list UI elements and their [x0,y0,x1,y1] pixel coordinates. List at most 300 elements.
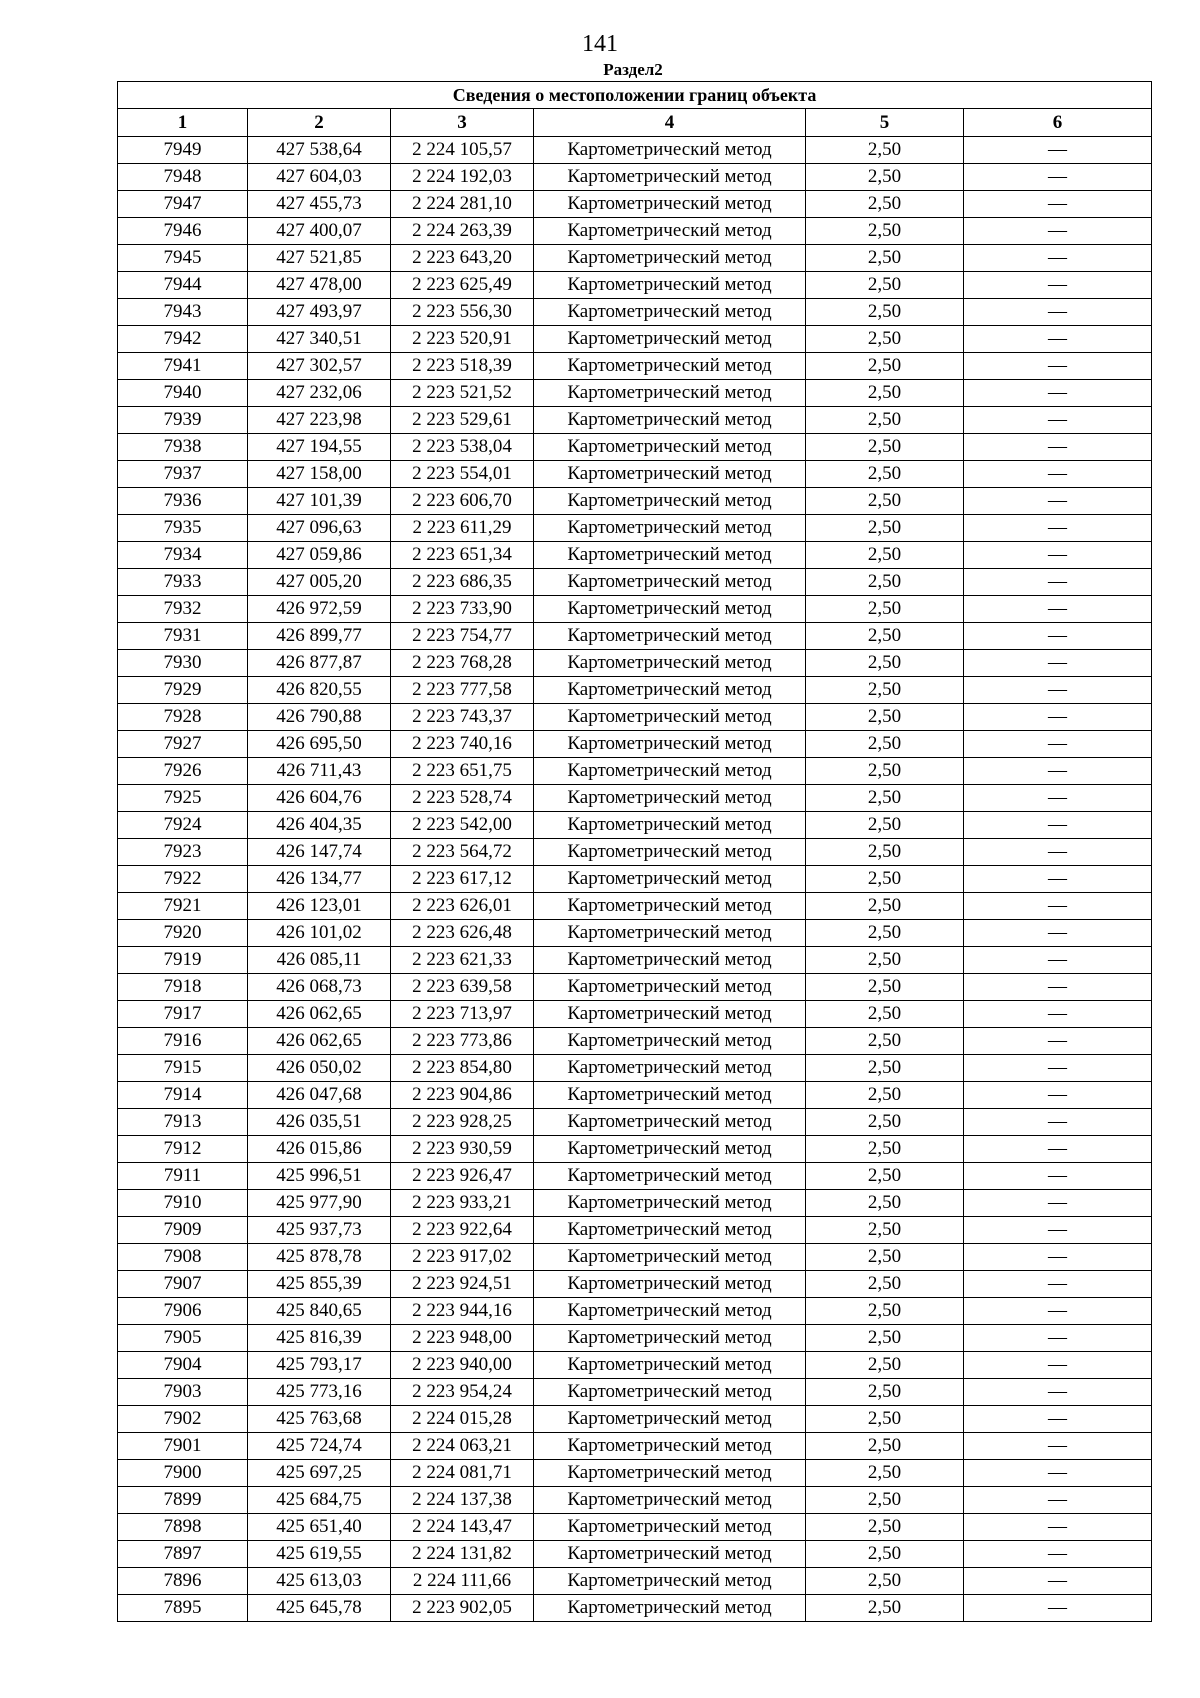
cell-method: Картометрический метод [534,1352,806,1379]
cell-method: Картометрический метод [534,1028,806,1055]
cell-method: Картометрический метод [534,164,806,191]
cell-method: Картометрический метод [534,1568,806,1595]
cell-x-coordinate: 425 613,03 [248,1568,391,1595]
cell-method: Картометрический метод [534,677,806,704]
cell-description: — [964,1406,1152,1433]
table-row [118,785,1152,812]
cell-point-number: 7917 [118,1001,248,1028]
cell-x-coordinate: 427 005,20 [248,569,391,596]
cell-point-number: 7943 [118,299,248,326]
table-row [118,164,1152,191]
cell-y-coordinate: 2 223 528,74 [391,785,534,812]
table-row [118,866,1152,893]
cell-x-coordinate: 425 619,55 [248,1541,391,1568]
cell-method: Картометрический метод [534,326,806,353]
table-row [118,1109,1152,1136]
cell-accuracy: 2,50 [806,1298,964,1325]
cell-accuracy: 2,50 [806,515,964,542]
cell-accuracy: 2,50 [806,974,964,1001]
cell-y-coordinate: 2 223 625,49 [391,272,534,299]
table-row [118,137,1152,164]
cell-point-number: 7903 [118,1379,248,1406]
cell-y-coordinate: 2 224 263,39 [391,218,534,245]
cell-point-number: 7923 [118,839,248,866]
cell-point-number: 7926 [118,758,248,785]
cell-x-coordinate: 426 147,74 [248,839,391,866]
cell-method: Картометрический метод [534,1055,806,1082]
cell-point-number: 7932 [118,596,248,623]
cell-method: Картометрический метод [534,515,806,542]
table-header-row [118,109,1152,137]
table-row [118,380,1152,407]
cell-description: — [964,1244,1152,1271]
table-row [118,974,1152,1001]
cell-description: — [964,461,1152,488]
cell-y-coordinate: 2 223 928,25 [391,1109,534,1136]
cell-point-number: 7915 [118,1055,248,1082]
cell-method: Картометрический метод [534,1190,806,1217]
column-header-6: 6 [964,109,1152,137]
cell-point-number: 7912 [118,1136,248,1163]
cell-y-coordinate: 2 223 926,47 [391,1163,534,1190]
cell-y-coordinate: 2 223 854,80 [391,1055,534,1082]
cell-y-coordinate: 2 223 639,58 [391,974,534,1001]
cell-x-coordinate: 427 158,00 [248,461,391,488]
cell-method: Картометрический метод [534,785,806,812]
cell-description: — [964,1460,1152,1487]
cell-description: — [964,866,1152,893]
cell-y-coordinate: 2 223 643,20 [391,245,534,272]
cell-accuracy: 2,50 [806,434,964,461]
cell-y-coordinate: 2 224 131,82 [391,1541,534,1568]
table-row [118,1136,1152,1163]
cell-method: Картометрический метод [534,731,806,758]
cell-y-coordinate: 2 223 617,12 [391,866,534,893]
cell-description: — [964,218,1152,245]
cell-point-number: 7898 [118,1514,248,1541]
cell-accuracy: 2,50 [806,650,964,677]
cell-x-coordinate: 426 790,88 [248,704,391,731]
cell-x-coordinate: 426 604,76 [248,785,391,812]
cell-accuracy: 2,50 [806,1055,964,1082]
cell-y-coordinate: 2 223 626,48 [391,920,534,947]
cell-accuracy: 2,50 [806,758,964,785]
cell-point-number: 7947 [118,191,248,218]
table-row [118,1190,1152,1217]
cell-point-number: 7906 [118,1298,248,1325]
cell-x-coordinate: 426 711,43 [248,758,391,785]
coordinates-table [117,81,1152,1622]
cell-accuracy: 2,50 [806,1163,964,1190]
cell-description: — [964,407,1152,434]
cell-point-number: 7929 [118,677,248,704]
cell-accuracy: 2,50 [806,1028,964,1055]
cell-accuracy: 2,50 [806,272,964,299]
table-row [118,812,1152,839]
cell-y-coordinate: 2 223 922,64 [391,1217,534,1244]
cell-accuracy: 2,50 [806,1433,964,1460]
cell-point-number: 7905 [118,1325,248,1352]
cell-method: Картометрический метод [534,1541,806,1568]
cell-accuracy: 2,50 [806,1001,964,1028]
column-header-3: 3 [391,109,534,137]
cell-point-number: 7914 [118,1082,248,1109]
cell-point-number: 7924 [118,812,248,839]
table-row [118,1541,1152,1568]
cell-y-coordinate: 2 223 686,35 [391,569,534,596]
cell-x-coordinate: 427 194,55 [248,434,391,461]
cell-y-coordinate: 2 224 137,38 [391,1487,534,1514]
cell-accuracy: 2,50 [806,1487,964,1514]
cell-description: — [964,137,1152,164]
cell-x-coordinate: 427 493,97 [248,299,391,326]
cell-x-coordinate: 425 645,78 [248,1595,391,1622]
cell-x-coordinate: 426 877,87 [248,650,391,677]
cell-y-coordinate: 2 223 651,75 [391,758,534,785]
cell-y-coordinate: 2 223 773,86 [391,1028,534,1055]
cell-accuracy: 2,50 [806,812,964,839]
cell-description: — [964,164,1152,191]
cell-y-coordinate: 2 224 081,71 [391,1460,534,1487]
cell-x-coordinate: 427 521,85 [248,245,391,272]
cell-description: — [964,1487,1152,1514]
table-row [118,1325,1152,1352]
table-caption: Сведения о местоположении границ объекта [118,82,1152,109]
cell-y-coordinate: 2 223 529,61 [391,407,534,434]
cell-method: Картометрический метод [534,1433,806,1460]
cell-x-coordinate: 426 068,73 [248,974,391,1001]
cell-description: — [964,785,1152,812]
cell-accuracy: 2,50 [806,677,964,704]
cell-y-coordinate: 2 224 111,66 [391,1568,534,1595]
cell-point-number: 7938 [118,434,248,461]
cell-y-coordinate: 2 223 518,39 [391,353,534,380]
cell-x-coordinate: 425 996,51 [248,1163,391,1190]
cell-point-number: 7904 [118,1352,248,1379]
cell-accuracy: 2,50 [806,245,964,272]
cell-y-coordinate: 2 223 768,28 [391,650,534,677]
cell-point-number: 7922 [118,866,248,893]
cell-x-coordinate: 425 697,25 [248,1460,391,1487]
cell-accuracy: 2,50 [806,1406,964,1433]
cell-y-coordinate: 2 224 105,57 [391,137,534,164]
cell-method: Картометрический метод [534,542,806,569]
cell-accuracy: 2,50 [806,1568,964,1595]
cell-point-number: 7934 [118,542,248,569]
cell-x-coordinate: 426 695,50 [248,731,391,758]
cell-accuracy: 2,50 [806,353,964,380]
cell-method: Картометрический метод [534,1136,806,1163]
cell-accuracy: 2,50 [806,1325,964,1352]
cell-accuracy: 2,50 [806,704,964,731]
cell-accuracy: 2,50 [806,947,964,974]
cell-accuracy: 2,50 [806,218,964,245]
table-row [118,272,1152,299]
cell-y-coordinate: 2 223 940,00 [391,1352,534,1379]
cell-description: — [964,488,1152,515]
cell-method: Картометрический метод [534,704,806,731]
cell-method: Картометрический метод [534,596,806,623]
table-row [118,704,1152,731]
cell-y-coordinate: 2 223 944,16 [391,1298,534,1325]
cell-point-number: 7945 [118,245,248,272]
cell-x-coordinate: 427 059,86 [248,542,391,569]
table-row [118,677,1152,704]
cell-x-coordinate: 427 538,64 [248,137,391,164]
cell-x-coordinate: 427 232,06 [248,380,391,407]
table-row [118,1028,1152,1055]
cell-description: — [964,758,1152,785]
cell-y-coordinate: 2 223 520,91 [391,326,534,353]
table-caption-row [118,82,1152,109]
cell-accuracy: 2,50 [806,1460,964,1487]
cell-description: — [964,1568,1152,1595]
column-header-2: 2 [248,109,391,137]
cell-x-coordinate: 427 096,63 [248,515,391,542]
cell-point-number: 7944 [118,272,248,299]
cell-method: Картометрический метод [534,920,806,947]
table-row [118,245,1152,272]
cell-method: Картометрический метод [534,569,806,596]
column-header-4: 4 [534,109,806,137]
cell-x-coordinate: 426 101,02 [248,920,391,947]
cell-point-number: 7909 [118,1217,248,1244]
cell-method: Картометрический метод [534,272,806,299]
table-row [118,1055,1152,1082]
cell-method: Картометрический метод [534,1460,806,1487]
cell-x-coordinate: 425 937,73 [248,1217,391,1244]
cell-accuracy: 2,50 [806,623,964,650]
cell-method: Картометрический метод [534,1082,806,1109]
cell-x-coordinate: 426 123,01 [248,893,391,920]
cell-method: Картометрический метод [534,1298,806,1325]
cell-x-coordinate: 426 062,65 [248,1028,391,1055]
cell-method: Картометрический метод [534,1325,806,1352]
table-row [118,623,1152,650]
table-row [118,353,1152,380]
table-row [118,1460,1152,1487]
cell-description: — [964,1136,1152,1163]
cell-description: — [964,245,1152,272]
cell-point-number: 7936 [118,488,248,515]
cell-description: — [964,974,1152,1001]
cell-method: Картометрический метод [534,839,806,866]
cell-method: Картометрический метод [534,1001,806,1028]
cell-y-coordinate: 2 223 904,86 [391,1082,534,1109]
cell-y-coordinate: 2 223 556,30 [391,299,534,326]
table-row [118,1001,1152,1028]
cell-x-coordinate: 426 404,35 [248,812,391,839]
cell-accuracy: 2,50 [806,1244,964,1271]
cell-description: — [964,380,1152,407]
cell-x-coordinate: 426 047,68 [248,1082,391,1109]
cell-y-coordinate: 2 223 733,90 [391,596,534,623]
cell-point-number: 7902 [118,1406,248,1433]
cell-method: Картометрический метод [534,434,806,461]
cell-accuracy: 2,50 [806,893,964,920]
cell-x-coordinate: 425 977,90 [248,1190,391,1217]
cell-accuracy: 2,50 [806,1514,964,1541]
cell-x-coordinate: 425 793,17 [248,1352,391,1379]
cell-point-number: 7896 [118,1568,248,1595]
cell-point-number: 7910 [118,1190,248,1217]
cell-method: Картометрический метод [534,380,806,407]
cell-accuracy: 2,50 [806,1217,964,1244]
cell-y-coordinate: 2 223 954,24 [391,1379,534,1406]
table-row [118,893,1152,920]
cell-point-number: 7933 [118,569,248,596]
cell-point-number: 7935 [118,515,248,542]
table-row [118,218,1152,245]
cell-method: Картометрический метод [534,1514,806,1541]
cell-y-coordinate: 2 224 063,21 [391,1433,534,1460]
cell-description: — [964,650,1152,677]
cell-y-coordinate: 2 224 015,28 [391,1406,534,1433]
cell-y-coordinate: 2 224 143,47 [391,1514,534,1541]
table-row [118,299,1152,326]
cell-x-coordinate: 427 604,03 [248,164,391,191]
cell-description: — [964,1163,1152,1190]
table-row [118,569,1152,596]
cell-method: Картометрический метод [534,137,806,164]
cell-description: — [964,947,1152,974]
cell-method: Картометрический метод [534,758,806,785]
cell-x-coordinate: 426 050,02 [248,1055,391,1082]
cell-description: — [964,1028,1152,1055]
table-row [118,1163,1152,1190]
cell-method: Картометрический метод [534,461,806,488]
cell-point-number: 7941 [118,353,248,380]
cell-x-coordinate: 425 684,75 [248,1487,391,1514]
table-row [118,326,1152,353]
cell-x-coordinate: 427 101,39 [248,488,391,515]
cell-description: — [964,596,1152,623]
table-row [118,1352,1152,1379]
cell-description: — [964,542,1152,569]
table-row [118,1379,1152,1406]
cell-accuracy: 2,50 [806,1271,964,1298]
cell-point-number: 7921 [118,893,248,920]
cell-accuracy: 2,50 [806,785,964,812]
cell-method: Картометрический метод [534,1244,806,1271]
cell-y-coordinate: 2 224 281,10 [391,191,534,218]
cell-accuracy: 2,50 [806,542,964,569]
cell-description: — [964,1109,1152,1136]
cell-y-coordinate: 2 223 538,04 [391,434,534,461]
cell-accuracy: 2,50 [806,1379,964,1406]
cell-y-coordinate: 2 223 930,59 [391,1136,534,1163]
cell-y-coordinate: 2 223 606,70 [391,488,534,515]
cell-x-coordinate: 425 651,40 [248,1514,391,1541]
column-header-1: 1 [118,109,248,137]
table-row [118,1082,1152,1109]
cell-method: Картометрический метод [534,1379,806,1406]
cell-method: Картометрический метод [534,974,806,1001]
cell-method: Картометрический метод [534,245,806,272]
table-row [118,461,1152,488]
cell-y-coordinate: 2 223 713,97 [391,1001,534,1028]
table-row [118,1406,1152,1433]
cell-description: — [964,191,1152,218]
cell-method: Картометрический метод [534,353,806,380]
cell-y-coordinate: 2 223 754,77 [391,623,534,650]
cell-y-coordinate: 2 223 902,05 [391,1595,534,1622]
cell-description: — [964,704,1152,731]
cell-accuracy: 2,50 [806,920,964,947]
table-row [118,1595,1152,1622]
table-row [118,434,1152,461]
cell-method: Картометрический метод [534,1271,806,1298]
cell-x-coordinate: 426 062,65 [248,1001,391,1028]
cell-method: Картометрический метод [534,407,806,434]
cell-description: — [964,569,1152,596]
cell-point-number: 7942 [118,326,248,353]
cell-x-coordinate: 427 455,73 [248,191,391,218]
cell-description: — [964,1433,1152,1460]
cell-x-coordinate: 425 773,16 [248,1379,391,1406]
table-row [118,542,1152,569]
cell-point-number: 7948 [118,164,248,191]
section-label: Раздел2 [603,60,663,79]
cell-point-number: 7913 [118,1109,248,1136]
cell-y-coordinate: 2 223 611,29 [391,515,534,542]
cell-accuracy: 2,50 [806,191,964,218]
cell-point-number: 7900 [118,1460,248,1487]
cell-point-number: 7930 [118,650,248,677]
table-row [118,191,1152,218]
cell-x-coordinate: 426 035,51 [248,1109,391,1136]
cell-accuracy: 2,50 [806,1109,964,1136]
cell-y-coordinate: 2 224 192,03 [391,164,534,191]
cell-y-coordinate: 2 223 621,33 [391,947,534,974]
cell-description: — [964,1325,1152,1352]
cell-description: — [964,731,1152,758]
cell-y-coordinate: 2 223 564,72 [391,839,534,866]
cell-x-coordinate: 426 899,77 [248,623,391,650]
cell-x-coordinate: 425 816,39 [248,1325,391,1352]
cell-point-number: 7895 [118,1595,248,1622]
cell-description: — [964,353,1152,380]
cell-point-number: 7940 [118,380,248,407]
cell-x-coordinate: 427 400,07 [248,218,391,245]
cell-accuracy: 2,50 [806,731,964,758]
cell-point-number: 7927 [118,731,248,758]
cell-method: Картометрический метод [534,1487,806,1514]
table-row [118,596,1152,623]
cell-method: Картометрический метод [534,866,806,893]
cell-y-coordinate: 2 223 651,34 [391,542,534,569]
cell-x-coordinate: 426 972,59 [248,596,391,623]
cell-y-coordinate: 2 223 626,01 [391,893,534,920]
cell-point-number: 7931 [118,623,248,650]
cell-method: Картометрический метод [534,488,806,515]
cell-description: — [964,1595,1152,1622]
table-row [118,758,1152,785]
cell-x-coordinate: 427 223,98 [248,407,391,434]
cell-description: — [964,623,1152,650]
table-row [118,1217,1152,1244]
cell-description: — [964,434,1152,461]
table-row [118,1271,1152,1298]
cell-accuracy: 2,50 [806,1595,964,1622]
cell-y-coordinate: 2 223 743,37 [391,704,534,731]
cell-description: — [964,1298,1152,1325]
cell-method: Картометрический метод [534,1163,806,1190]
cell-point-number: 7949 [118,137,248,164]
cell-method: Картометрический метод [534,218,806,245]
cell-x-coordinate: 425 763,68 [248,1406,391,1433]
cell-accuracy: 2,50 [806,461,964,488]
